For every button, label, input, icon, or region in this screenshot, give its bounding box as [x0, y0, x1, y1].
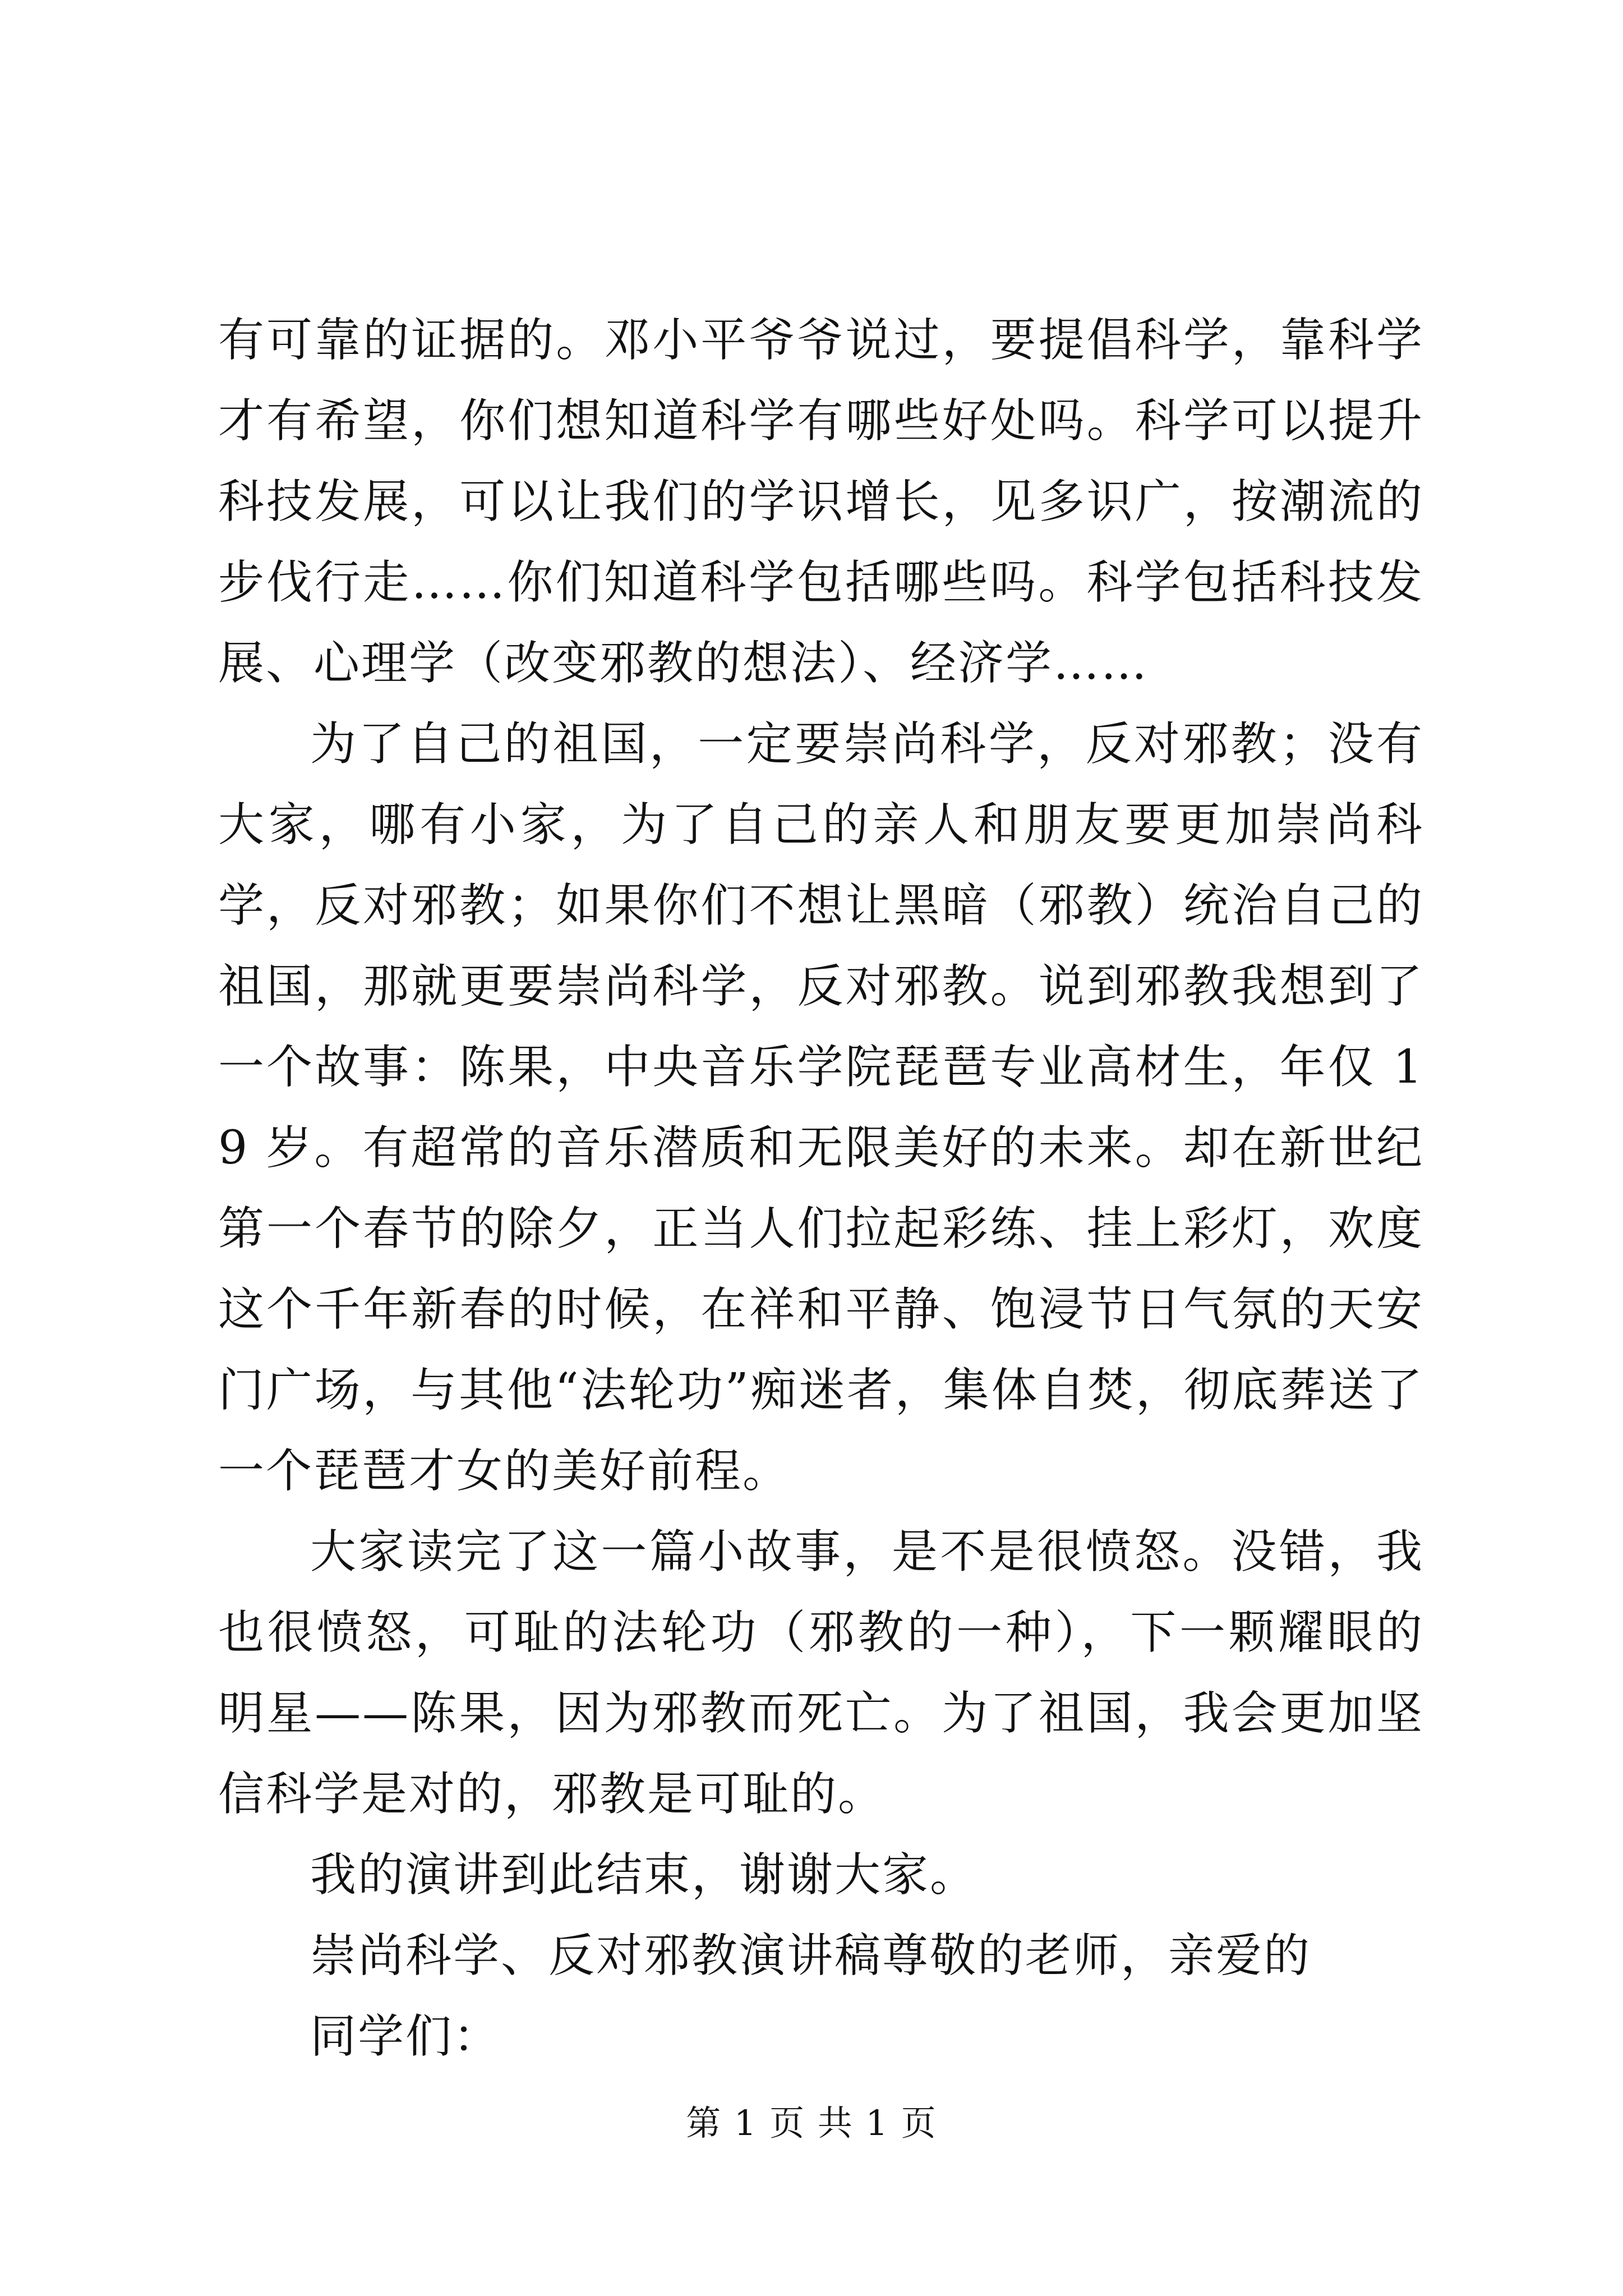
page-footer: 第 1 页 共 1 页 [686, 2102, 937, 2143]
paragraph-5: 崇尚科学、反对邪教演讲稿尊敬的老师，亲爱的 [310, 1929, 1312, 1982]
paragraph-2: 为了自己的祖国，一定要崇尚科学，反对邪教；没有大家，哪有小家，为了自己的亲人和朋友要更加崇尚科学，反对邪教；如果你们不想让黑暗（邪教）统治自己的祖国，那就更要崇尚科学，反对邪教。说到邪教我想到了一个故事：陈果，中央音乐学院琵琶专业高材生，年仅 19 岁。有超常的音乐潜质和无限美好的未来。却在新世纪第一个春节的除夕，正当人们拉起彩练、挂上彩灯，欢度这个千年新春的时候，在祥和平静、饱浸节日气氛的天安门广场，与其他“法轮功”痴迷者，集体自焚，彻底葬送了一个琵琶才女的美好前程。 [218, 717, 1424, 1498]
document-body [218, 300, 1424, 2077]
paragraph-3: 大家读完了这一篇小故事，是不是很愤怒。没错，我也很愤怒，可耻的法轮功（邪教的一种），下一颗耀眼的明星——陈果，因为邪教而死亡。为了祖国，我会更加坚信科学是对的，邪教是可耻的。 [218, 1525, 1424, 1821]
paragraph-4: 我的演讲到此结束，谢谢大家。 [310, 1848, 978, 1902]
paragraph-6: 同学们： [310, 2010, 501, 2063]
paragraph-1: 有可靠的证据的。邓小平爷爷说过，要提倡科学，靠科学才有希望，你们想知道科学有哪些好处吗。科学可以提升科技发展，可以让我们的学识增长，见多识广，按潮流的步伐行走……你们知道科学包括哪些吗。科学包括科技发展、心理学（改变邪教的想法）、经济学…… [218, 314, 1424, 690]
